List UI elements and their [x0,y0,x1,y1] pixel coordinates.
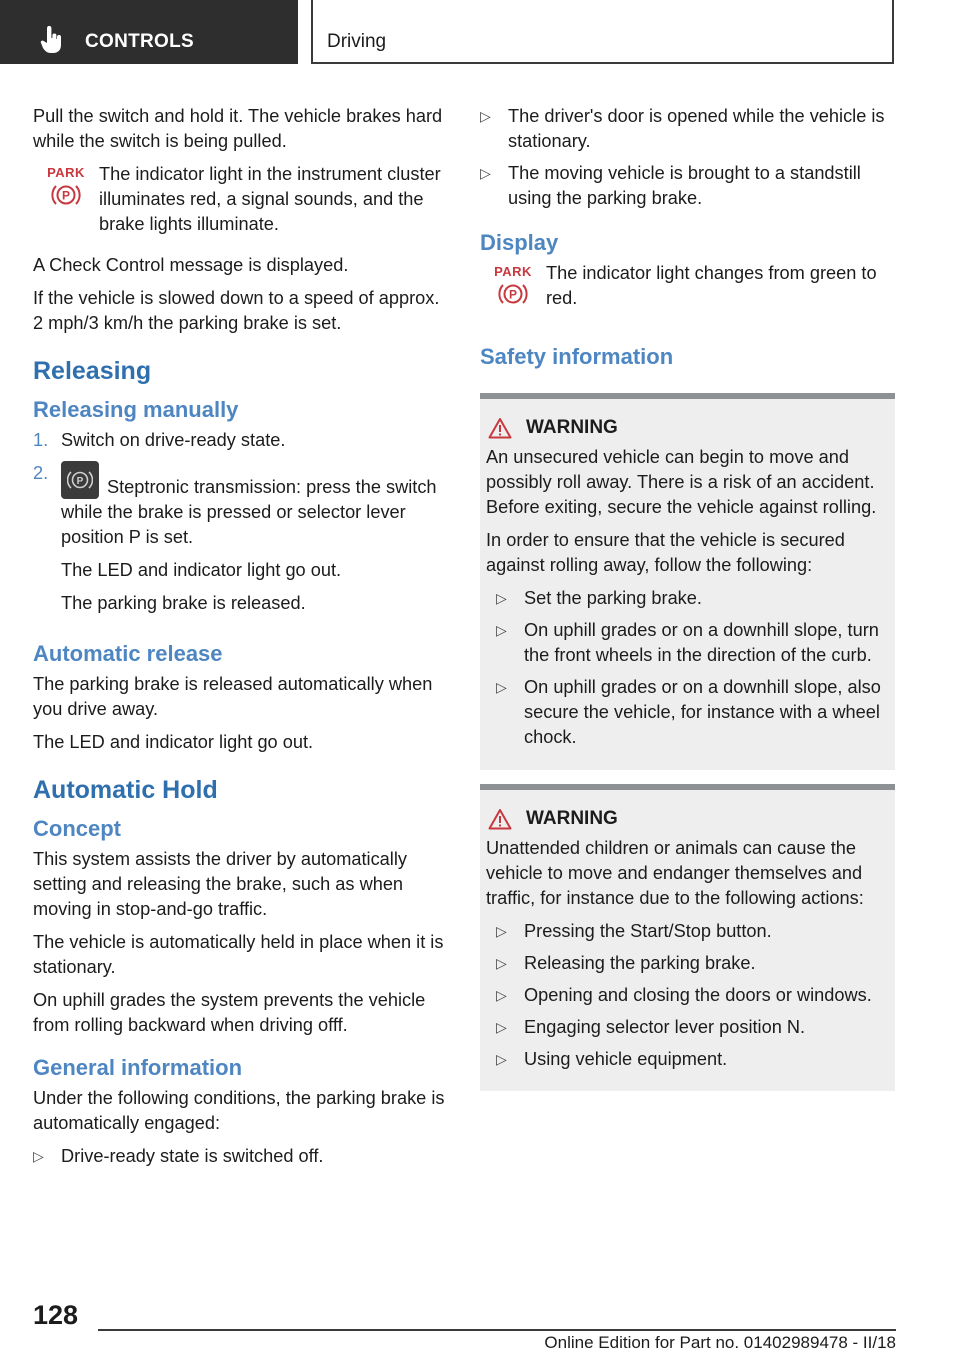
park-label: PARK [494,264,532,279]
step-sub-text: The LED and indicator light go out. [61,560,342,580]
chapter-label: CONTROLS [85,31,195,52]
step-sub-text: The parking brake is released. [61,593,306,613]
svg-text:P: P [76,476,84,487]
concept-heading: Concept [33,816,121,841]
concept-text: This system assists the driver by automatically setting and releasing the brake, such as when moving in stop-and-go traffic. [33,849,407,919]
warning-bullets [486,919,889,1072]
list-item: ▷ The moving vehicle is brought to a standstill using the parking brake. [480,161,895,211]
list-item: ▷ On uphill grades or on a downhill slope, also secure the vehicle, for instance with a wheel chock. [486,675,889,750]
bullet-triangle-icon: ▷ [496,923,507,939]
safety-information-heading: Safety information [480,344,674,369]
step-number: 2. [33,463,49,483]
automatic-release-text: The parking brake is released automatically when you drive away. [33,674,433,719]
list-item [33,461,449,624]
check-control-text: A Check Control message is displayed. [33,255,349,275]
warning-label: WARNING [526,808,618,829]
warning-header [486,417,889,439]
bullet-triangle-icon: ▷ [496,679,507,695]
parking-brake-icon [498,281,528,307]
footer-divider [98,1329,896,1331]
display-indicator-block [480,261,895,319]
section-header [311,0,894,64]
list-item: ▷ Engaging selector lever position N. [486,1015,889,1040]
warning-bullets [486,586,889,750]
releasing-manually-heading: Releasing manually [33,397,239,422]
parking-brake-button-icon [61,461,99,499]
concept-text: On uphill grades the system prevents the vehicle from rolling backward when driving offf. [33,990,426,1035]
general-text: Under the following conditions, the parking brake is automatically engaged: [33,1088,445,1133]
hand-pointer-icon [40,26,64,54]
bullet-triangle-icon: ▷ [496,955,507,971]
step-number: 1. [33,430,49,450]
automatic-release-heading: Automatic release [33,641,223,666]
general-information-heading: General information [33,1055,243,1080]
warning-triangle-icon [488,417,512,439]
left-column [33,104,449,1177]
condition-bullets [480,104,895,211]
bullet-triangle-icon: ▷ [480,108,491,124]
concept-text: The vehicle is automatically held in place when it is stationary. [33,932,444,977]
bullet-triangle-icon: ▷ [496,1019,507,1035]
warning-text: An unsecured vehicle can begin to move and possibly roll away. There is a risk of an accident. Before exiting, secure the vehicle against rolling. [486,447,877,517]
warning-box [480,393,895,770]
warning-box [480,784,895,1091]
page-number: 128 [33,1300,79,1330]
list-item: ▷ Releasing the parking brake. [486,951,889,976]
display-heading: Display [480,230,559,255]
step-text: Switch on drive-ready state. [61,430,286,450]
releasing-heading: Releasing [33,357,152,385]
section-label: Driving [327,31,387,52]
indicator-text: The indicator light in the instrument cluster illuminates red, a signal sounds, and the brake lights illuminate. [99,164,441,234]
general-bullets [33,1144,449,1169]
list-item: ▷ Using vehicle equipment. [486,1047,889,1072]
warning-label: WARNING [526,417,618,438]
right-column [480,104,895,1105]
chapter-tab [0,0,298,64]
slowed-text: If the vehicle is slowed down to a speed of approx. 2 mph/3 km/h the parking brake is set. [33,288,440,333]
release-steps [33,428,449,624]
bullet-triangle-icon: ▷ [496,622,507,638]
bullet-triangle-icon: ▷ [480,165,491,181]
list-item: ▷ Pressing the Start/Stop button. [486,919,889,944]
park-indicator-icon [33,162,99,208]
warning-text: In order to ensure that the vehicle is secured against rolling away, follow the following: [486,530,845,575]
edition-text: Online Edition for Part no. 01402989478 - II/18 [544,1333,896,1352]
intro-paragraph: Pull the switch and hold it. The vehicle brakes hard while the switch is being pulled. [33,106,443,151]
park-indicator-icon [480,261,546,307]
svg-text:P: P [61,188,71,203]
warning-header [486,808,889,830]
warning-text: Unattended children or animals can cause the vehicle to move and endanger themselves and traffic, for instance due to the following actions: [486,838,864,908]
parking-brake-icon [51,182,81,208]
step-text-block [61,461,449,550]
display-text: The indicator light changes from green to red. [546,263,877,308]
list-item: ▷ Drive-ready state is switched off. [33,1144,449,1169]
bullet-triangle-icon: ▷ [496,987,507,1003]
svg-text:P: P [508,287,518,302]
list-item: ▷ The driver's door is opened while the vehicle is stationary. [480,104,895,154]
warning-triangle-icon [488,808,512,830]
step-text: Steptronic transmission: press the switch while the brake is pressed or selector lever position P is set. [61,477,437,547]
list-item [33,428,449,461]
bullet-triangle-icon: ▷ [33,1148,44,1164]
park-label: PARK [47,165,85,180]
bullet-triangle-icon: ▷ [496,1051,507,1067]
list-item: ▷ Set the parking brake. [486,586,889,611]
automatic-hold-heading: Automatic Hold [33,776,218,804]
list-item: ▷ Opening and closing the doors or windows. [486,983,889,1008]
bullet-triangle-icon: ▷ [496,590,507,606]
led-out-text: The LED and indicator light go out. [33,732,314,752]
indicator-block [33,162,449,245]
list-item: ▷ On uphill grades or on a downhill slope, turn the front wheels in the direction of the curb. [486,618,889,668]
